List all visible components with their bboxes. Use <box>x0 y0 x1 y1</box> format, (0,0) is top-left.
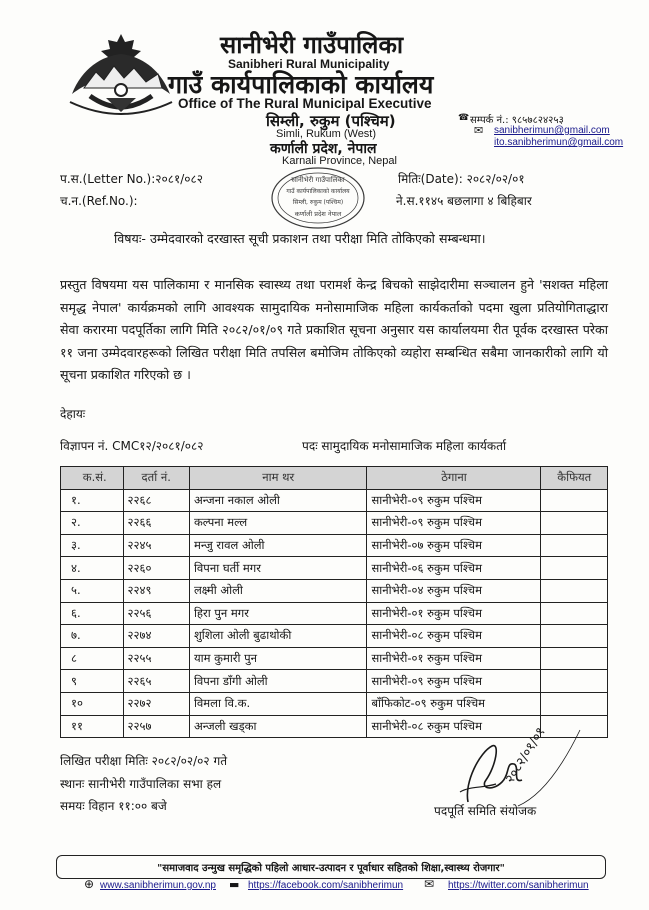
letter-number-value: २०८१/०८२ <box>155 172 204 186</box>
stamp-line-4: कर्णाली प्रदेश नेपाल <box>294 210 342 218</box>
address-cell: सानीभेरी-०७ रुकुम पश्चिम <box>367 534 541 557</box>
remarks-cell <box>541 625 608 648</box>
address-cell: सानीभेरी-०४ रुकुम पश्चिम <box>367 579 541 602</box>
table-row <box>61 534 608 557</box>
header-registration: दर्ता नं. <box>123 467 189 490</box>
municipality-title-en: Sanibheri Rural Municipality <box>228 57 390 71</box>
registration-cell: २२६५ <box>123 670 189 693</box>
email-link-primary[interactable]: sanibherimun@gmail.com <box>494 125 610 136</box>
province-en: Karnali Province, Nepal <box>282 155 397 167</box>
registration-cell: २२६० <box>123 557 189 580</box>
date-label: मितिः(Date): <box>398 172 463 186</box>
registration-cell: २२६८ <box>123 489 189 512</box>
remarks-cell <box>541 670 608 693</box>
vacancy-post: पदः सामुदायिक मनोसामाजिक महिला कार्यकर्ता <box>302 439 507 453</box>
serial-cell: ८ <box>61 647 124 670</box>
table-row <box>61 647 608 670</box>
table-header-row <box>61 467 608 490</box>
website-link[interactable]: www.sanibherimun.gov.np <box>100 880 216 891</box>
serial-cell: १० <box>61 692 124 715</box>
candidate-table <box>60 466 608 738</box>
table-row <box>61 512 608 535</box>
nepal-emblem-logo <box>62 28 180 124</box>
name-cell: विपना डाँगी ओली <box>189 670 367 693</box>
candidate-rows <box>61 489 608 738</box>
facebook-link[interactable]: https://facebook.com/sanibherimun <box>248 880 404 891</box>
name-cell: अन्जली खड्का <box>189 715 367 738</box>
nepal-sambat-date: ने.स.११४५ बछलागा ४ बिहिबार <box>396 194 532 208</box>
location-np: सिम्ली, रुकुम (पश्चिम) <box>266 112 396 130</box>
registration-cell: २२५७ <box>123 715 189 738</box>
exam-time: समयः विहान ११:०० बजे <box>60 799 167 813</box>
name-cell: शुशिला ओली बुढाथोकी <box>189 625 367 648</box>
office-title-np: गाउँ कार्यपालिकाको कार्यालय <box>168 70 434 99</box>
serial-cell: ७. <box>61 625 124 648</box>
name-cell: हिरा पुन मगर <box>189 602 367 625</box>
registration-cell: २२५६ <box>123 602 189 625</box>
exam-date: लिखित परीक्षा मितिः २०८२/०२/०२ गते <box>60 754 228 768</box>
office-title-en: Office of The Rural Municipal Executive <box>178 96 432 111</box>
table-row <box>61 557 608 580</box>
remarks-cell <box>541 579 608 602</box>
remarks-cell <box>541 512 608 535</box>
phone-number: सम्पर्क नं.: ९८५७८२४२५३ <box>470 115 564 126</box>
dehaya-label: देहायः <box>60 407 86 421</box>
address-cell: सानीभेरी-०६ रुकुम पश्चिम <box>367 557 541 580</box>
name-cell: कल्पना मल्ल <box>189 512 367 535</box>
table-row <box>61 692 608 715</box>
header-remarks: कैफियत <box>541 467 608 490</box>
municipality-title-np: सानीभेरी गाउँपालिका <box>220 31 404 59</box>
header-address: ठेगाना <box>367 467 541 490</box>
footer-slogan: "समाजवाद उन्मुख समृद्धिको पहिलो आधार-उत्पादन र पूर्वाधार सहितको शिक्षा,स्वास्थ्य रोजगार" <box>56 855 606 879</box>
remarks-cell <box>541 647 608 670</box>
facebook-icon: ▬ <box>229 878 240 891</box>
address-cell: सानीभेरी-०१ रुकुम पश्चिम <box>367 602 541 625</box>
address-cell: बाँफिकोट-०९ रुकुम पश्चिम <box>367 692 541 715</box>
address-cell: सानीभेरी-०१ रुकुम पश्चिम <box>367 647 541 670</box>
signature-date: २०८२/०१/०१ <box>502 724 549 787</box>
handwritten-signature <box>440 722 590 812</box>
header-serial: क.सं. <box>61 467 124 490</box>
serial-cell: ५. <box>61 579 124 602</box>
ref-number-label: च.न.(Ref.No.): <box>60 194 138 208</box>
exam-place: स्थानः सानीभेरी गाउँपालिका सभा हल <box>60 777 222 791</box>
remarks-cell <box>541 602 608 625</box>
serial-cell: ६. <box>61 602 124 625</box>
serial-cell: २. <box>61 512 124 535</box>
table-row <box>61 489 608 512</box>
serial-cell: ३. <box>61 534 124 557</box>
header-name: नाम थर <box>189 467 367 490</box>
registration-cell: २२४९ <box>123 579 189 602</box>
address-cell: सानीभेरी-०८ रुकुम पश्चिम <box>367 625 541 648</box>
subject-line: विषयः- उम्मेदवारको दरखास्त सूची प्रकाशन तथा परीक्षा मिति तोकिएको सम्बन्धमा। <box>114 231 486 246</box>
letter-number <box>60 170 203 187</box>
table-row <box>61 602 608 625</box>
globe-icon: ⊕ <box>84 877 95 891</box>
stamp-line-1: सानीभेरी गाउँपालिका <box>291 176 345 184</box>
name-cell: विपना घर्ती मगर <box>189 557 367 580</box>
email-link-it[interactable]: ito.sanibherimun@gmail.com <box>494 137 624 148</box>
registration-cell: २२७४ <box>123 625 189 648</box>
letter-date <box>398 170 525 187</box>
name-cell: याम कुमारी पुन <box>189 647 367 670</box>
remarks-cell <box>541 534 608 557</box>
registration-cell: २२६६ <box>123 512 189 535</box>
address-cell: सानीभेरी-०९ रुकुम पश्चिम <box>367 489 541 512</box>
serial-cell: ४. <box>61 557 124 580</box>
address-cell: सानीभेरी-०८ रुकुम पश्चिम <box>367 715 541 738</box>
remarks-cell <box>541 557 608 580</box>
province-np: कर्णाली प्रदेश, नेपाल <box>270 141 377 157</box>
stamp-line-2: गाउँ कार्यपालिकाको कार्यालय <box>286 188 350 195</box>
registration-cell: २२५५ <box>123 647 189 670</box>
name-cell: मन्जु रावल ओली <box>189 534 367 557</box>
notice-body: प्रस्तुत विषयमा यस पालिकामा र मानसिक स्वास्थ्य तथा परामर्श केन्द्र बिचको साझेदारीमा सञ्चालन हुने 'सशक्त महिला समृद्ध नेपाल' कार्यक्रमको लागि आवश्यक सामुदायिक मनोसामाजिक महिला कार्यकर्ताको पदमा खुला प्रतियोगिताद्धारा सेवा करारमा पदपूर्तिका लागि मिति २०८२/०१/०९ गते प्रकाशित सूचना अनुसार यस कार्यालयमा रीत पूर्वक दरखास्त परेका ११ जना उम्मेदवारहरूको लिखित परीक्षा मिति तपसिल बमोजिम तोकिएको व्यहोरा सम्बन्धित सबैमा जानकारीको लागि यो सूचना प्रकाशित गरिएको छ । <box>60 277 608 382</box>
twitter-icon: ✉ <box>424 877 435 891</box>
phone-icon: ☎ <box>458 113 470 123</box>
location-en: Simli, Rukum (West) <box>276 128 377 140</box>
table-row <box>61 579 608 602</box>
stamp-line-3: सिम्ली, रुकुम (पश्चिम) <box>292 199 344 206</box>
twitter-link[interactable]: https://twitter.com/sanibherimun <box>448 880 589 891</box>
remarks-cell <box>541 692 608 715</box>
serial-cell: ९ <box>61 670 124 693</box>
office-stamp <box>270 166 366 230</box>
name-cell: लक्ष्मी ओली <box>189 579 367 602</box>
signatory-title: पदपूर्ति समिति संयोजक <box>434 804 537 818</box>
address-cell: सानीभेरी-०९ रुकुम पश्चिम <box>367 512 541 535</box>
envelope-icon: ✉ <box>474 124 484 137</box>
address-cell: सानीभेरी-०९ रुकुम पश्चिम <box>367 670 541 693</box>
name-cell: अन्जना नकाल ओली <box>189 489 367 512</box>
serial-cell: १. <box>61 489 124 512</box>
name-cell: विमला वि.क. <box>189 692 367 715</box>
date-value: २०८२/०२/०१ <box>466 172 525 186</box>
table-row <box>61 670 608 693</box>
vacancy-number: विज्ञापन नं. CMC१२/२०८१/०८२ <box>60 439 204 453</box>
serial-cell: ११ <box>61 715 124 738</box>
letter-number-label: प.स.(Letter No.): <box>60 172 156 186</box>
registration-cell: २२४५ <box>123 534 189 557</box>
registration-cell: २२७२ <box>123 692 189 715</box>
table-row <box>61 625 608 648</box>
remarks-cell <box>541 489 608 512</box>
